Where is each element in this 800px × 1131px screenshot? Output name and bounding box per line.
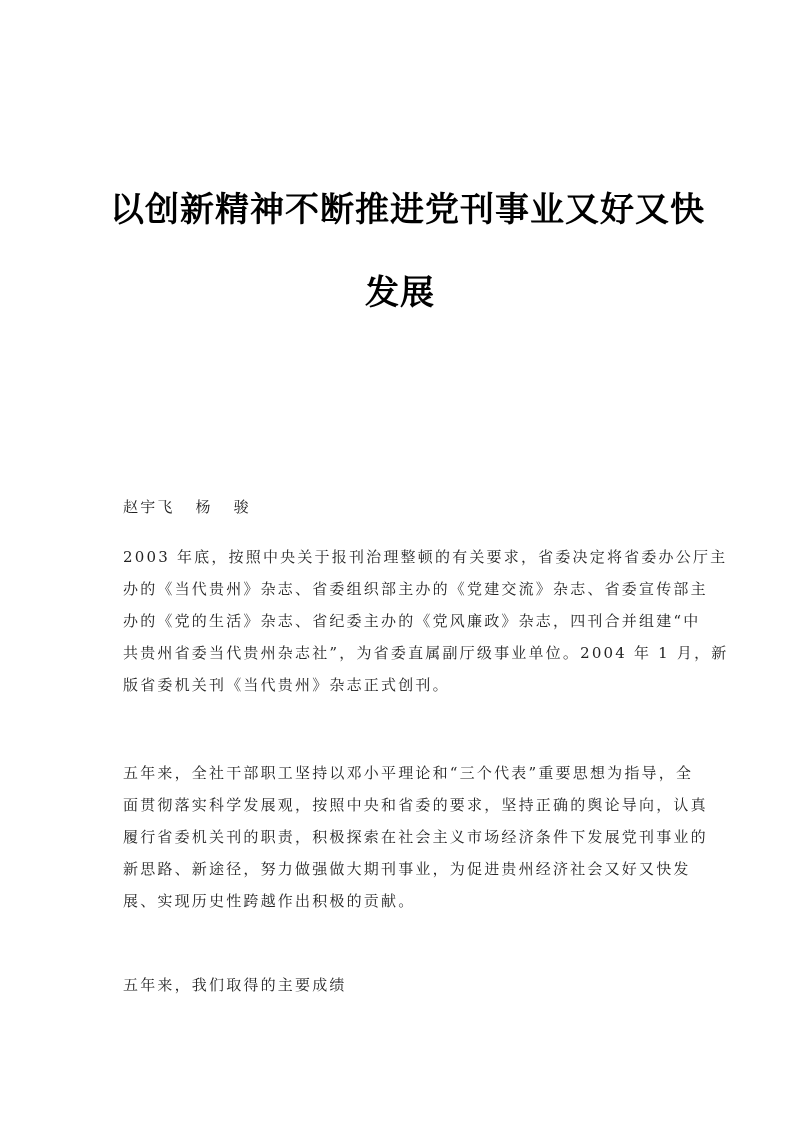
section-heading: 五年来，我们取得的主要成绩 [123,976,347,994]
paragraph-1-line: 办的《党的生活》杂志、省纪委主办的《党风廉政》杂志，四刊合并组建“中 [123,612,701,630]
paragraph-2-line: 展、实现历史性跨越作出积极的贡献。 [123,892,416,910]
paragraph-2-line: 履行省委机关刊的职责，积极探索在社会主义市场经济条件下发展党刊事业的 [123,828,708,846]
authors-line [123,491,683,523]
paragraph-1-line: 2003 年底，按照中央关于报刊治理整顿的有关要求，省委决定将省委办公厅主 [123,548,728,566]
paragraph-3 [123,969,683,1001]
paragraph-1-line: 办的《当代贵州》杂志、省委组织部主办的《党建交流》杂志、省委宣传部主 [123,580,708,598]
authors: 赵宇飞 杨 骏 [123,498,251,516]
paragraph-2-line: 面贯彻落实科学发展观，按照中央和省委的要求，坚持正确的舆论导向，认真 [123,796,708,814]
paragraph-1-line: 共贵州省委当代贵州杂志社”，为省委直属副厅级事业单位。2004 年 1 月，新 [123,644,729,662]
paragraph-1-line: 版省委机关刊《当代贵州》杂志正式创刊。 [123,676,450,694]
paragraph-2 [123,757,708,917]
paragraph-2-line: 新思路、新途径，努力做强做大期刊事业，为促进贵州经济社会又好又快发 [123,860,691,878]
document-title-line-2: 发展 [365,273,435,313]
document-title-line-1: 以创新精神不断推进党刊事业又好又快 [110,190,705,230]
paragraph-1 [123,541,729,701]
paragraph-2-line: 五年来，全社干部职工坚持以邓小平理论和“三个代表”重要思想为指导，全 [123,764,694,782]
